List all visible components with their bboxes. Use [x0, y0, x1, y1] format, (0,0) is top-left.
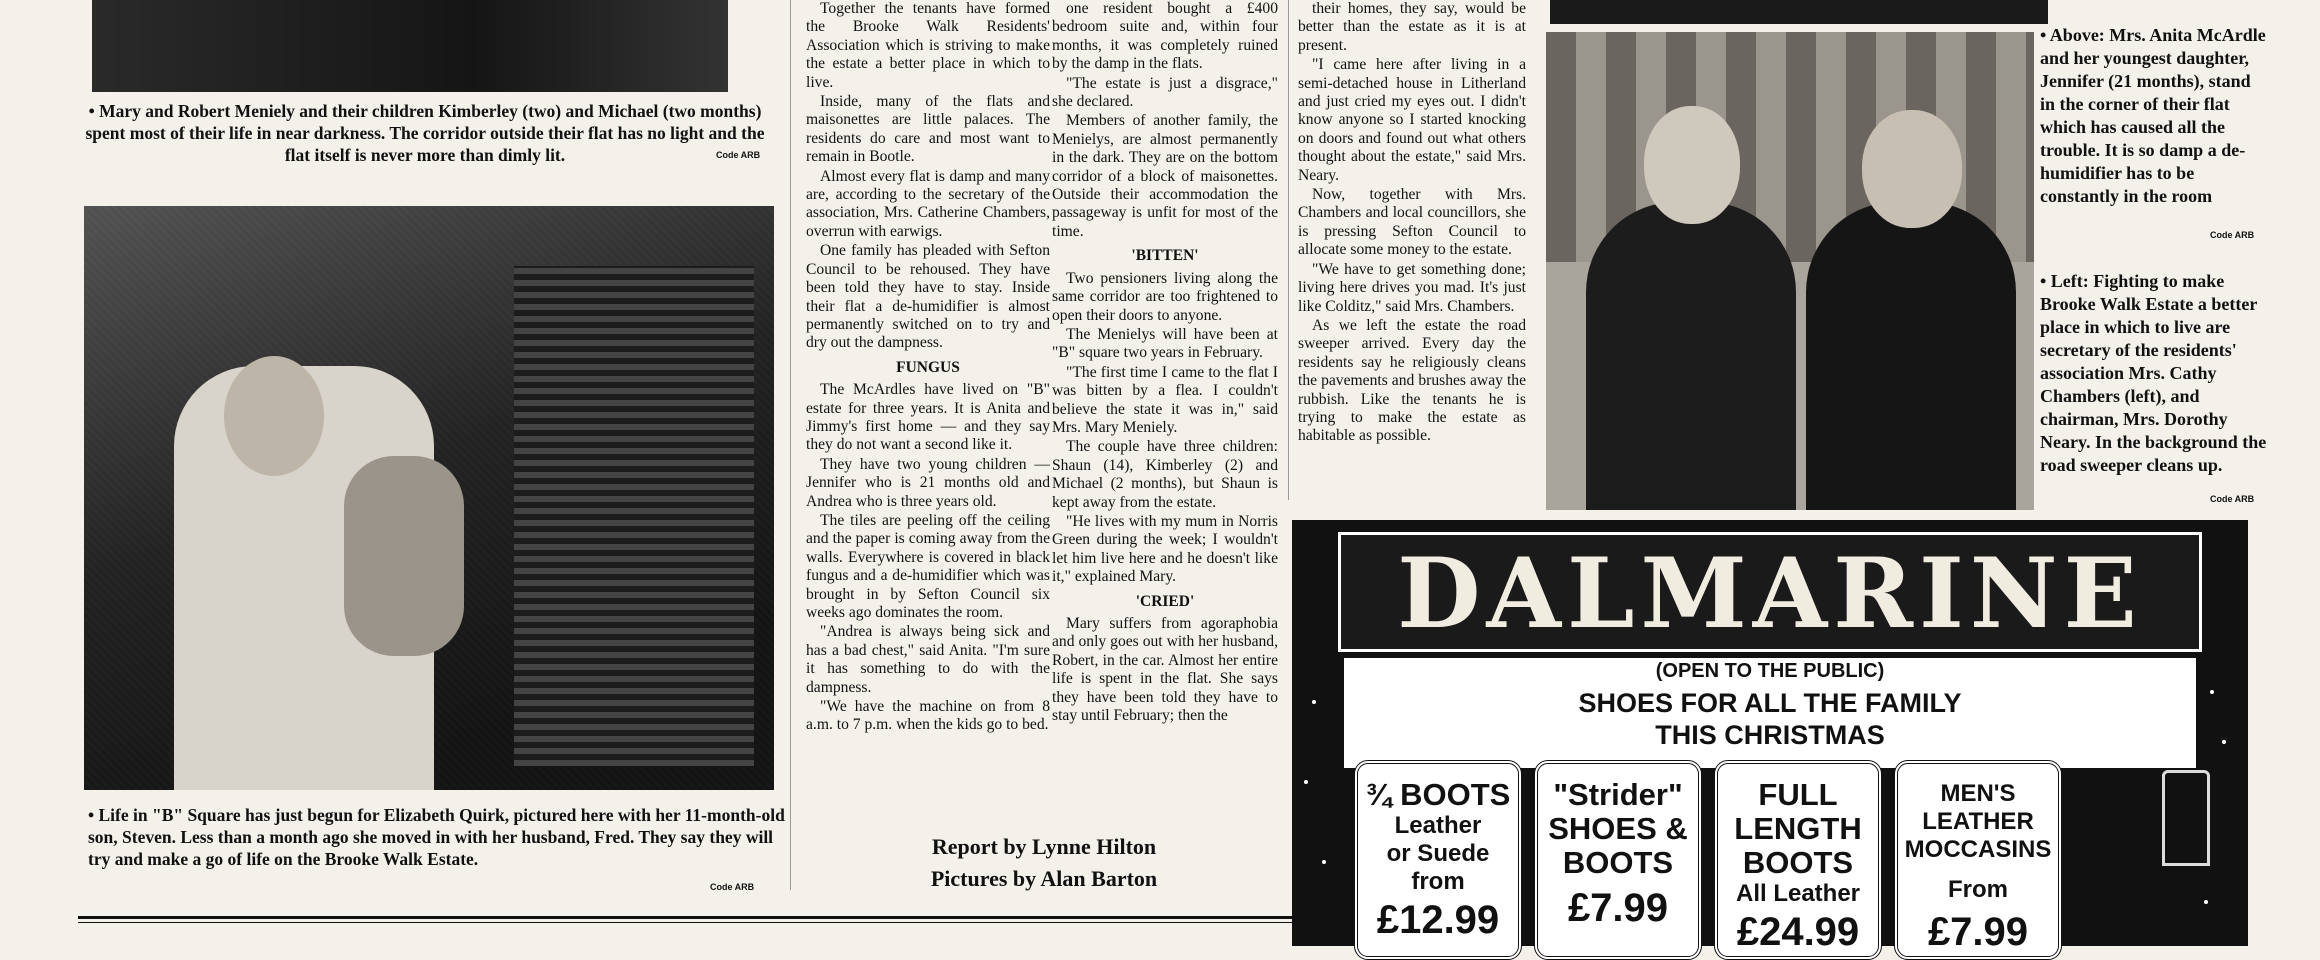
ad-item-line: SHOES & [1548, 811, 1688, 846]
column-divider [790, 0, 791, 890]
photo-chambers-neary [1546, 32, 2034, 510]
paragraph: "We have the machine on from 8 a.m. to 7 p.m. when the kids go to bed. [806, 698, 1050, 734]
ad-item-full-length [1714, 760, 1882, 960]
ad-item-line: From [1948, 876, 2008, 903]
ad-item-heading: ¾ BOOTS [1365, 777, 1511, 812]
ad-item-line: MOCCASINS [1904, 836, 2052, 863]
pictures-credit: Pictures by Alan Barton [930, 866, 1158, 891]
ad-open-public: (OPEN TO THE PUBLIC) [1655, 660, 1885, 682]
woman-left-head [1644, 106, 1740, 224]
paragraph: They have two young children — Jennifer who is 21 months old and Andrea who is three years old. [806, 455, 1050, 510]
paragraph: The Menielys will have been at "B" square two years in February. [1052, 325, 1278, 362]
ad-item-line: Leather [1394, 812, 1482, 839]
ad-tagline-1: SHOES FOR ALL THE FAMILY [1578, 688, 1962, 718]
paragraph: Together the tenants have formed the Brooke Walk Residents' Association which is striving to make the estate a better place in which to live. [806, 0, 1050, 91]
ad-item-price: £7.99 [1927, 910, 2029, 954]
paragraph: Inside, many of the flats and maisonettes are little palaces. The residents do care and most want to remain in Bootle. [806, 93, 1050, 166]
photo-meniely-corridor [92, 0, 728, 92]
code-label: Code ARB [2210, 230, 2255, 240]
code-label: Code ARB [716, 150, 761, 160]
ad-item-strider [1534, 760, 1702, 960]
ad-item-line: LENGTH [1734, 811, 1862, 846]
paragraph: Two pensioners living along the same corridor are too frightened to open their doors to anyone. [1052, 269, 1278, 324]
paragraph: Almost every flat is damp and many are, according to the secretary of the association, Mrs. Catherine Chambers, overrun with earwigs. [806, 167, 1050, 240]
ad-tagline-2: THIS CHRISTMAS [1655, 720, 1885, 750]
paragraph: one resident bought a £400 bedroom suite and, within four months, it was completely ruined by the damp in the flats. [1052, 0, 1278, 73]
caption-meniely: • Mary and Robert Meniely and their children Kimberley (two) and Michael (two months) spent most of their life in near darkness. The corridor outside their flat has no light and the flat itself is never more than dimly lit. [85, 101, 765, 165]
paragraph: As we left the estate the road sweeper arrived. Every day the residents say he religiously cleans the pavements and brushes away the rubbish. Like the tenants he is trying to make the estate as habitable as possible. [1298, 316, 1526, 445]
ad-item-heading: FULL [1758, 777, 1838, 812]
ad-brand: DALMARINE [1338, 532, 2202, 652]
paragraph: "I came here after living in a semi-detached house in Litherland and just cried my eyes out. I didn't know anyone so I started knocking on doors and found out what others thought about the estate," said Mrs. Neary. [1298, 56, 1526, 184]
paragraph: One family has pleaded with Sefton Council to be rehoused. They have been told they have to stay. Inside their flat a de-humidifier is almost permanently switched on to try and dry out the dampness. [806, 242, 1050, 352]
paragraph: "The estate is just a disgrace," she declared. [1052, 74, 1278, 111]
subheading: FUNGUS [896, 358, 960, 376]
paragraph: "Andrea is always being sick and has a bad chest," said Anita. "I'm sure it has something to do with the dampness. [806, 623, 1050, 696]
paragraph: "We have to get something done; living here drives you mad. It's just like Colditz," said Mrs. Chambers. [1298, 260, 1526, 315]
woman-right-figure [1806, 202, 2016, 510]
paragraph: The McArdles have lived on "B" estate for three years. It is Anita and Jimmy's first home — and they say they do not want a second like it. [806, 381, 1050, 454]
paragraph: Mary suffers from agoraphobia and only goes out with her husband, Robert, in the car. Almost her entire life is spent in the flat. She says they have been told they have to stay until February; then the [1052, 615, 1278, 725]
report-credit: Report by Lynne Hilton [931, 834, 1157, 859]
woman-head [224, 356, 324, 476]
article-column-2 [1052, 0, 1278, 726]
caption-quirk: • Life in "B" Square has just begun for Elizabeth Quirk, pictured here with her 11-month-old son, Steven. Less than a month ago she moved in with her husband, Fred. They say they will try and make a go of life on the Brooke Walk Estate. [88, 805, 785, 869]
ad-item-line: All Leather [1735, 880, 1861, 907]
paragraph: The couple have three children: Shaun (14), Kimberley (2) and Michael (2 months), but Shaun is kept away from the estate. [1052, 438, 1278, 511]
ad-item-line: LEATHER [1922, 808, 2034, 835]
ad-item-price: £12.99 [1376, 898, 1500, 942]
ad-item-price: £7.99 [1567, 886, 1669, 930]
caption-above: • Above: Mrs. Anita McArdle and her youngest daughter, Jennifer (21 months), stand in the corner of their flat which has caused all the trouble. It is so damp a de-humidifier has to be constantly in the room [2040, 25, 2266, 206]
ad-item-price: £24.99 [1736, 910, 1860, 954]
paragraph: their homes, they say, would be better than the estate as it is at present. [1298, 0, 1526, 54]
ad-item-line: BOOTS [1562, 845, 1674, 880]
ad-item-line: or Suede [1386, 840, 1490, 867]
child-figure [344, 456, 464, 656]
subheading: 'BITTEN' [1131, 247, 1199, 265]
ad-item-boots [1354, 760, 1522, 960]
ad-item-heading: "Strider" [1553, 777, 1683, 812]
paragraph: Now, together with Mrs. Chambers and local councillors, she is pressing Sefton Council to allocate some money to the estate. [1298, 186, 1526, 259]
article-column-3 [1298, 0, 1526, 447]
woman-left-figure [1586, 202, 1796, 510]
lantern-icon [2162, 770, 2210, 866]
subheading: 'CRIED' [1135, 592, 1195, 610]
dalmarine-advert [1292, 520, 2248, 954]
caption-left: • Left: Fighting to make Brooke Walk Estate a better place in which to live are secretary of the residents' association Mrs. Cathy Chambers (left), and chairman, Mrs. Dorothy Neary. In the background the road sweeper cleans up. [2040, 271, 2267, 475]
ad-item-line: from [1411, 868, 1465, 895]
ad-item-heading: MEN'S [1940, 780, 2016, 807]
photo-mcardle-top [1550, 0, 2048, 24]
paragraph: "He lives with my mum in Norris Green during the week; I wouldn't let him live here and he doesn't like it," explained Mary. [1052, 512, 1278, 586]
ad-item-line: BOOTS [1742, 845, 1854, 880]
photo-quirk-stairwell [84, 206, 774, 790]
article-column-1 [806, 0, 1050, 736]
column-divider [1288, 0, 1289, 500]
page-bottom-rule [78, 916, 1292, 919]
page-bottom-rule [78, 922, 1292, 923]
paragraph: The tiles are peeling off the ceiling and the paper is coming away from the walls. Everywhere is covered in black fungus and a de-humidifier which was brought in by Sefton Council six weeks ago dominates the room. [806, 511, 1050, 621]
ad-item-moccasins [1894, 760, 2062, 960]
paragraph: "The first time I came to the flat I was bitten by a flea. I couldn't believe the state it was in," said Mrs. Mary Meniely. [1052, 363, 1278, 436]
woman-right-head [1862, 110, 1962, 228]
code-label: Code ARB [2210, 494, 2255, 504]
paragraph: Members of another family, the Menielys, are almost permanently in the dark. They are on the bottom corridor of a block of maisonettes. Outside their accommodation the passageway is unfit for most of the time. [1052, 112, 1278, 240]
code-label: Code ARB [710, 882, 755, 892]
ad-banner [1344, 658, 2196, 768]
